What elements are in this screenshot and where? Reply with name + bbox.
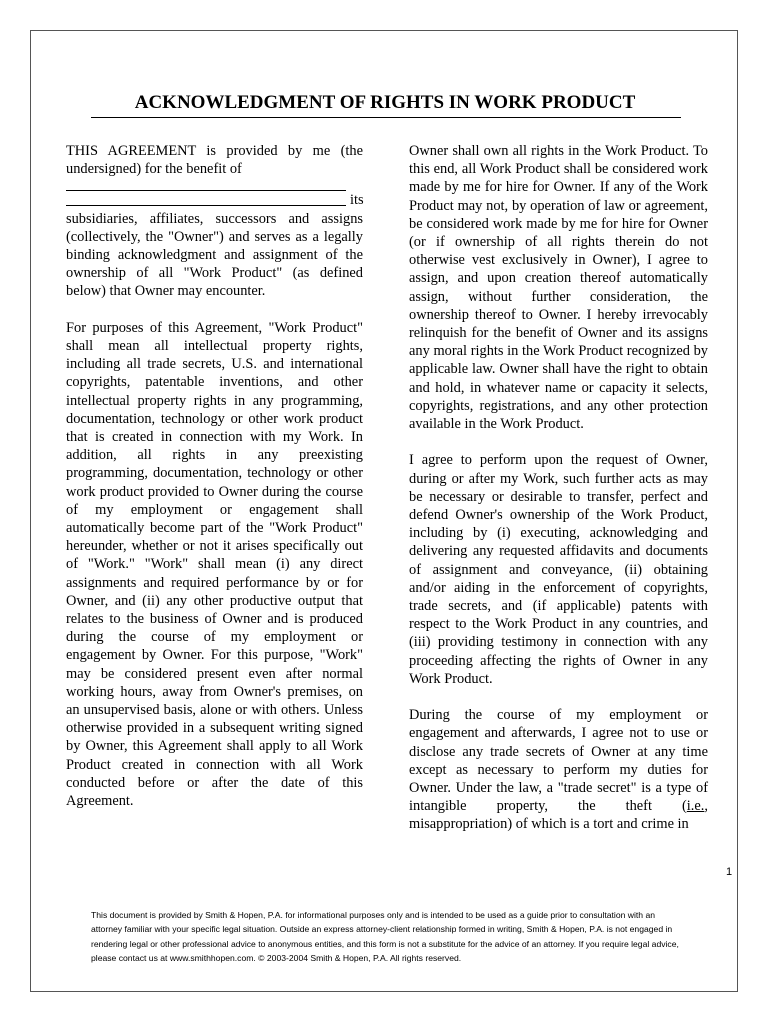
intro-rest: subsidiaries, affiliates, successors and assigns (collectively, the "Owner") and serves as a legally binding acknowledgment and assignment of the ownership of all "Work Product" (as defined below) that Owner may encounter. <box>66 210 363 300</box>
owner-name-blank-2[interactable] <box>66 205 346 206</box>
its-word: its <box>350 192 364 209</box>
work-product-definition-paragraph: For purposes of this Agreement, "Work Product" shall mean all intellectual property rights, including all trade secrets, U.S. and international copyrights, patentable inventions, and other intellectual property rights in any programming, documentation, technology or other work product that is created in connection with my Work. In addition, all rights in any preexisting programming, documentation, technology or other work product provided to Owner during the course of my employment or engagement shall automatically become part of the "Work Product" hereunder, whether or not it arises specifically out of "Work." "Work" shall mean (i) any direct assignments and required performance by or for Owner, and (ii) any other productive output that relates to the business of Owner and is produced during the course of my employment or engagement by Owner. For this purpose, "Work" may be considered present even after normal working hours, away from Owner's premises, on an unsupervised basis, alone or with others. Unless otherwise provided in a subsequent writing signed by Owner, this Agreement shall apply to all Work Product created in connection with all Work conducted before or after the date of this Agreement. <box>66 319 363 810</box>
trade-secret-start: During the course of my employment or engagement and afterwards, I agree not to use or disclose any trade secrets of Owner at any time except as necessary to perform my duties for Owner. Under the law, a "trade secret" is a type of intangible property, the theft ( <box>409 707 708 815</box>
footer-disclaimer: This document is provided by Smith & Hopen, P.A. for informational purposes only and is intended to be used as a guide prior to consultation with an attorney familiar with your specific legal situation. Outside an express attorney-client relationship formed in writing, Smith & Hopen, P.A. is not engaged in rendering legal or other professional advice to anonymous entities, and this form is not a substitute for the advice of an attorney. If you require legal advice, please contact us at www.smithhopen.com. © 2003-2004 Smith & Hopen, P.A. All rights reserved. <box>91 910 679 964</box>
intro-paragraph <box>66 142 363 301</box>
further-acts-paragraph: I agree to perform upon the request of Owner, during or after my Work, such further acts as may be necessary or desirable to transfer, perfect and defend Owner's ownership of the Work Product, including by (i) executing, acknowledging and delivering any requested affidavits and documents of assignment and conveyance, (ii) obtaining and/or aiding in the enforcement of copyrights, trade secrets, and (if applicable) patents with respect to the Work Product in any countries, and (iii) providing testimony in connection with any proceeding affecting the rights of Owner in any Work Product. <box>409 452 708 687</box>
ownership-paragraph: Owner shall own all rights in the Work Product. To this end, all Work Product shall be considered work made by me for hire for Owner. If any of the Work Product may not, by operation of law or agreement, be considered work made by me for hire for Owner (or if ownership of all rights therein do not otherwise vest exclusively in Owner), I agree to assign, and upon creation thereof automatically assign, without further consideration, the ownership thereof to Owner. I hereby irrevocably relinquish for the benefit of Owner and its assigns any moral rights in the Work Product recognized by applicable law. Owner shall have the right to obtain and hold, in whatever name or capacity it selects, copyrights, registrations, and any other protection available in the Work Product. <box>409 143 708 433</box>
left-column <box>66 142 363 828</box>
title-underline <box>91 117 681 118</box>
trade-secret-end: , misappropriation) of which is a tort and crime in <box>409 798 708 833</box>
page-number: 1 <box>726 866 733 878</box>
document-title: ACKNOWLEDGMENT OF RIGHTS IN WORK PRODUCT <box>134 92 636 113</box>
right-column <box>409 142 708 852</box>
intro-start: THIS AGREEMENT is provided by me (the undersigned) for the benefit of <box>66 143 363 178</box>
ie-abbreviation: i.e. <box>686 798 705 815</box>
trade-secret-paragraph <box>409 706 708 833</box>
owner-name-blank-row <box>66 191 363 209</box>
